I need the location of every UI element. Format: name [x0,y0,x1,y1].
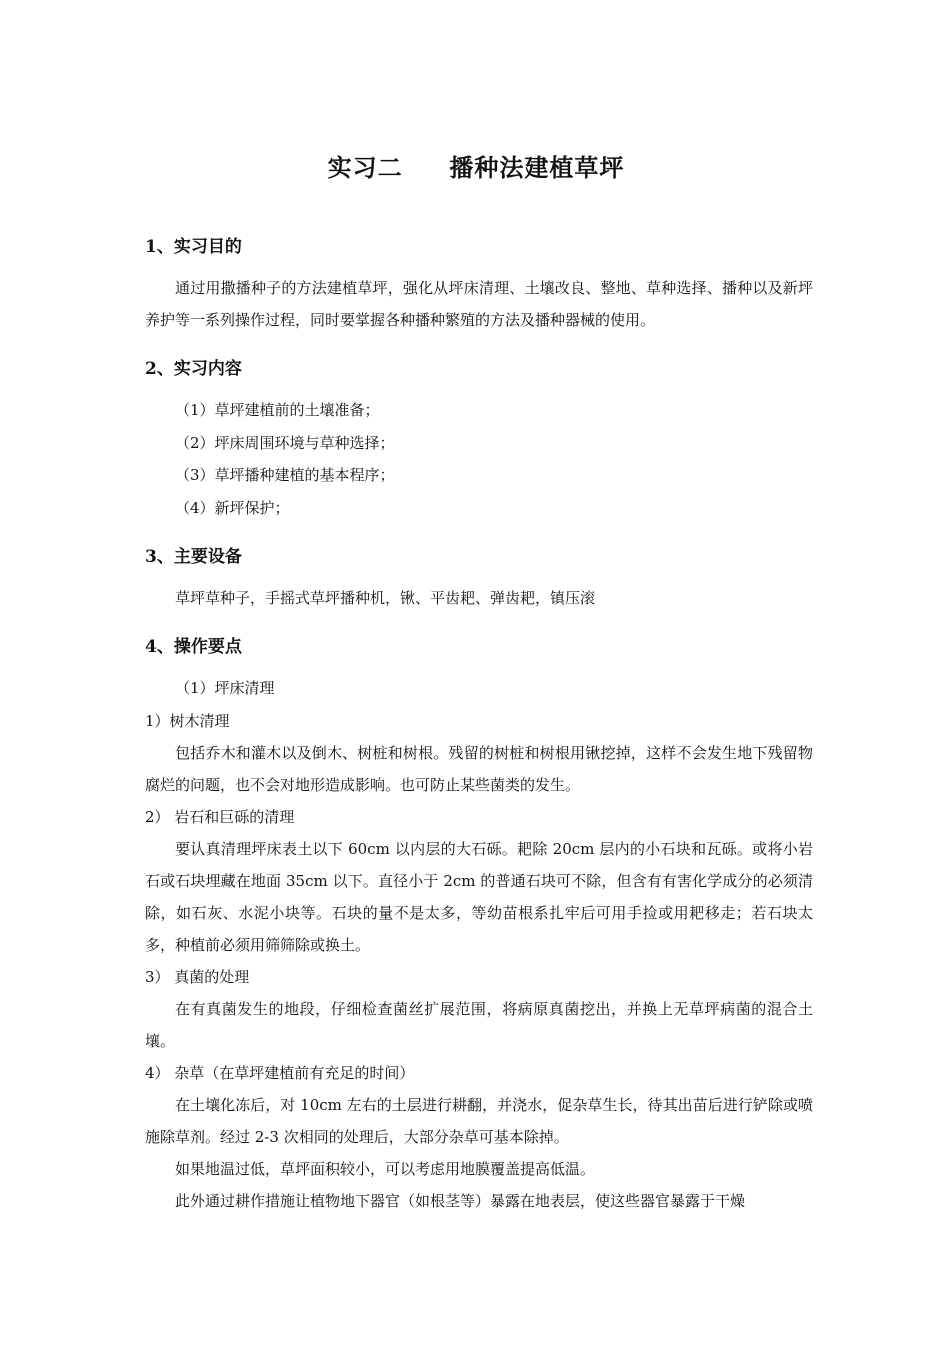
paragraph-label: 3） 真菌的处理 [145,967,250,986]
page-title: 实习二 播种法建植草坪 [327,153,625,182]
paragraph-text: 在有真菌发生的地段，仔细检查菌丝扩展范围，将病原真菌挖出，并换上无草坪病菌的混合土壤。 [145,999,813,1050]
paragraph-text: 包括乔木和灌木以及倒木、树桩和树根。残留的树桩和树根用锹挖掉，这样不会发生地下残留物腐烂的问题，也不会对地形造成影响。也可防止某些菌类的发生。 [145,743,813,794]
section-heading-equipment: 3、主要设备 [145,547,242,567]
section-text-equipment: 草坪草种子，手摇式草坪播种机，锹、平齿耙、弹齿耙，镇压滚 [175,589,596,607]
section-heading-purpose: 1、实习目的 [145,237,242,257]
section-text-purpose: 通过用撒播种子的方法建植草坪，强化从坪床清理、土壤改良、整地、草种选择、播种以及新坪养护等一系列操作过程，同时要掌握各种播种繁殖的方法及播种器械的使用。 [145,279,813,329]
list-item: （1）草坪建植前的土壤准备； [175,401,380,419]
section-heading-content: 2、实习内容 [145,359,242,379]
paragraph-label: 4） 杂草（在草坪建植前有充足的时间） [145,1063,415,1082]
document-body [145,228,813,1217]
paragraph-text: 要认真清理坪床表土以下 60cm 以内层的大石砾。耙除 20cm 层内的小石块和瓦砾。或将小岩石或石块埋藏在地面 35cm 以下。直径小于 2cm 的普通石块可不除，但含有有害化学成分的必须清除，如石灰、水泥小块等。石块的量不是太多，等幼苗根系扎牢后可用手捡或用耙移走；若石块太多，种植前必须用筛筛除或换土。 [145,839,813,954]
list-item: （4）新坪保护； [175,498,290,517]
paragraph-text: 在土壤化冻后，对 10cm 左右的土层进行耕翻，并浇水，促杂草生长，待其出苗后进行铲除或喷施除草剂。经过 2-3 次相同的处理后，大部分杂草可基本除掉。 [145,1095,813,1146]
paragraph-label: 2） 岩石和巨砾的清理 [145,807,295,826]
paragraph-text: 如果地温过低，草坪面积较小，可以考虑用地膜覆盖提高低温。 [175,1159,596,1178]
list-item: （2）坪床周围环境与草种选择； [175,433,395,452]
list-item: （3）草坪播种建植的基本程序； [175,466,395,484]
subsection-heading: （1）坪床清理 [175,679,275,697]
section-heading-operation: 4、操作要点 [145,637,242,657]
paragraph-label: 1）树木清理 [145,711,230,730]
paragraph-text: 此外通过耕作措施让植物地下器官（如根茎等）暴露在地表层，使这些器官暴露于干燥 [175,1191,746,1210]
